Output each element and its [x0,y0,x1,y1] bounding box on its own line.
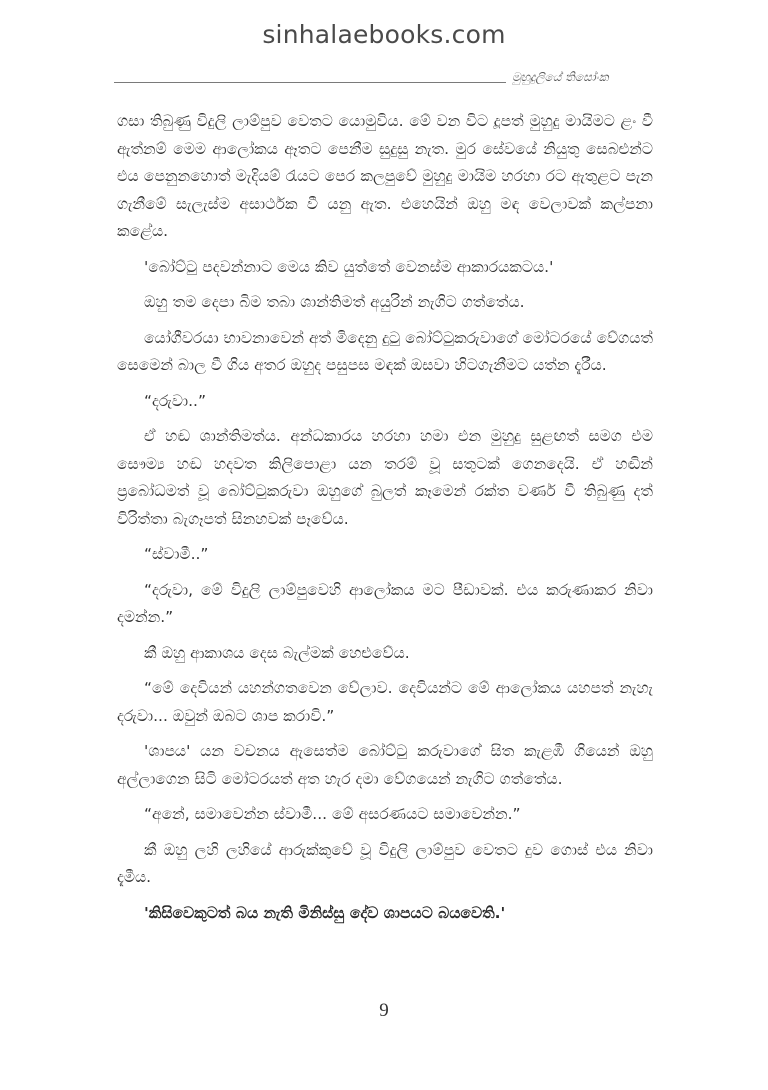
paragraph: “අනේ, සමාවෙන්න ස්වාමී... මේ අසරණයට සමාවෙන්න.” [144,805,521,823]
running-book-title: මුහුදුලියේ තිසෝංක [512,70,609,84]
paragraph: කී ඔහු ලහි ලහියේ ආරුක්කුවේ වූ විදුලි ලාම්පුව වෙතට දුව ගොස් එය නිවා දැමීය. [117,840,653,886]
site-title: sinhalaebooks.com [262,20,506,49]
emphasized-paragraph: 'කිසිවෙකුටත් බය නැති මිනිස්සු දේව ශාපයට බයවෙති.' [144,903,506,922]
paragraph: ගසා තිබුණු විදුලි ලාම්පුව වෙතට යොමුවිය. මේ වන විට දූපත් මුහුදු මායිමට ළං වී ඇත්නම් මෙම ආලෝකය ඈතට පෙනීම සුදුසු නැත. මුර සේවයේ නියුතු සෙබළුන්ට එය පෙනුනහොත් මැදියම් රැයට පෙර කලපුවේ මුහුදු මායිම හරහා රට ඇතුළට පැන ගැනීමේ සැලැස්ම අසාර්ථක වී යනු ඇත. එහෙයින් ඔහු මඳ වෙලාවක් කල්පනා කළේය. [117,112,653,240]
page-body [117,108,653,935]
paragraph: “ස්වාමී..” [144,545,209,563]
header-rule [114,82,506,83]
paragraph: යෝගීවරයා භාවනාවෙන් අත් මිදෙනු දුටු බෝට්ටුකරුවාගේ මෝටරයේ වේගයත් සෙමෙන් බාල වී ගිය අතර ඔහුද පසුපස මඳක් ඔසවා හිටගැනීමට යත්න දැරීය. [117,328,653,374]
paragraph: ඒ හඬ ශාන්තිමත්ය. අන්ධකාරය හරහා හමා එන මුහුදු සුළඟත් සමග එම සෞම්‍ය හඬ හදවත කිලිපොළා යන තරම් වූ සතුටක් ගෙනදෙයි. ඒ හඬින් ප්‍රබෝධමත් වූ බෝට්ටුකරුවා ඔහුගේ බුලත් කෑමෙන් රක්ත වර්ණ වී තිබුණු දත් විරිත්තා බැගෑපත් සිනහවක් පෑවේය. [117,427,653,528]
paragraph: 'බෝට්ටු පදවන්නාට මෙය කිව යුත්තේ වෙනස්ම ආකාරයකටය.' [144,257,554,276]
paragraph: ඔහු තම දෙපා බිම තබා ශාන්තිමත් අයුරින් නැගිට ගත්තේය. [144,293,525,311]
paragraph: කී ඔහු ආකාශය දෙස බැල්මක් හෙළුවේය. [144,643,410,662]
paragraph: 'ශාපය' යන වචනය ඇසෙත්ම බෝට්ටු කරුවාගේ සිත කැළඹී ගියෙන් ඔහු අල්ලාගෙන සිටි මෝටරයත් අත හැර දමා වේගයෙන් නැගිට ගත්තේය. [117,742,653,788]
page-number: 9 [379,1000,389,1021]
paragraph: “දරුවා, මේ විදුලි ලාම්පුවෙහි ආලෝකය මට පීඩාවක්. එය කරුණාකර නිවා දමන්න.” [117,580,653,626]
paragraph: “දරුවා..” [144,391,206,410]
paragraph: “මේ දෙවියන් යහන්ගතවෙන වේලාව. දෙවියන්ට මේ ආලෝකය යහපත් නැහැ දරුවා... ඔවුන් ඔබට ශාප කරාවි.” [117,679,653,725]
running-header [114,68,654,88]
